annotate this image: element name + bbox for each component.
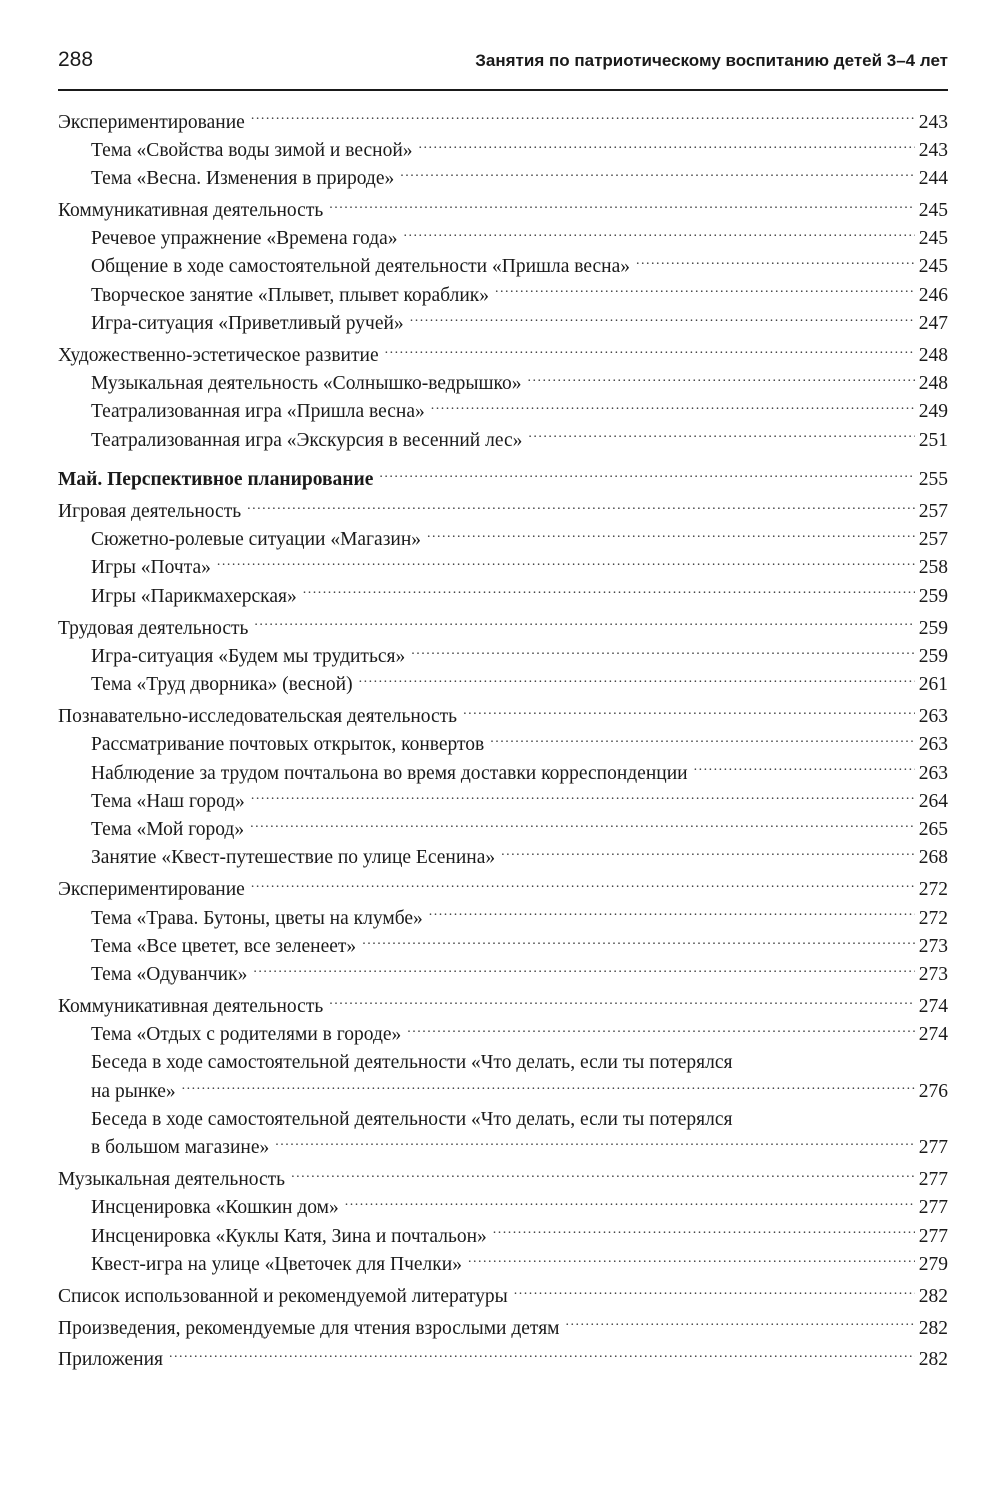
toc-page-number: 276 bbox=[918, 1080, 948, 1102]
toc-page-number: 273 bbox=[918, 964, 948, 986]
dot-leader bbox=[251, 876, 915, 896]
toc-entry[interactable] bbox=[58, 1251, 948, 1279]
toc-entry[interactable] bbox=[58, 196, 948, 224]
dot-leader bbox=[254, 614, 914, 634]
dot-leader bbox=[694, 759, 915, 779]
toc-entry-title: Квест-игра на улице «Цветочек для Пчелки» bbox=[91, 1254, 462, 1276]
toc-entry[interactable] bbox=[58, 992, 948, 1020]
toc-page-number: 279 bbox=[918, 1254, 948, 1276]
toc-entry[interactable] bbox=[58, 310, 948, 338]
toc-entry[interactable] bbox=[91, 1134, 948, 1162]
toc-entry[interactable] bbox=[58, 554, 948, 582]
toc-entry-title: Речевое упражнение «Времена года» bbox=[91, 228, 398, 250]
toc-page-number: 272 bbox=[918, 907, 948, 929]
toc-entry-title-line1: Беседа в ходе самостоятельной деятельности «Что делать, если ты потерялся bbox=[91, 1052, 733, 1073]
toc-entry-title: Познавательно-исследовательская деятельность bbox=[58, 705, 458, 727]
toc-entry-title: Май. Перспективное планирование bbox=[58, 469, 374, 491]
toc-entry-title: Экспериментирование bbox=[58, 111, 245, 133]
toc-entry[interactable] bbox=[58, 108, 948, 136]
dot-leader bbox=[527, 370, 914, 390]
toc-entry-title-line1: Беседа в ходе самостоятельной деятельности «Что делать, если ты потерялся bbox=[91, 1108, 733, 1130]
dot-leader bbox=[490, 731, 914, 751]
toc-entry[interactable] bbox=[58, 671, 948, 699]
dot-leader bbox=[410, 310, 915, 330]
toc-page-number: 257 bbox=[918, 529, 948, 551]
toc-entry-title: Инсценировка «Кошкин дом» bbox=[91, 1197, 339, 1219]
dot-leader bbox=[329, 992, 915, 1012]
toc-entry-title: Тема «Весна. Изменения в природе» bbox=[91, 168, 395, 190]
toc-entry-title: Творческое занятие «Плывет, плывет кораблик» bbox=[91, 284, 489, 306]
toc-entry-title: Тема «Одуванчик» bbox=[91, 964, 248, 986]
dot-leader bbox=[419, 136, 915, 156]
toc-entry[interactable] bbox=[58, 426, 948, 454]
dot-leader bbox=[253, 961, 914, 981]
toc-entry-title: Тема «Отдых с родителями в городе» bbox=[91, 1024, 402, 1046]
dot-leader bbox=[411, 642, 915, 662]
dot-leader bbox=[528, 426, 914, 446]
dot-leader bbox=[379, 466, 914, 486]
toc-page-number: 263 bbox=[918, 705, 948, 727]
toc-page-number: 277 bbox=[918, 1197, 948, 1219]
toc-entry-title: Экспериментирование bbox=[58, 879, 245, 901]
toc-entry[interactable] bbox=[58, 876, 948, 904]
toc-page-number: 274 bbox=[918, 1024, 948, 1046]
toc-entry-title: Тема «Труд дворника» (весной) bbox=[91, 674, 353, 696]
dot-leader bbox=[501, 844, 915, 864]
header-rule bbox=[58, 89, 948, 91]
dot-leader bbox=[400, 165, 915, 185]
running-header bbox=[58, 48, 948, 72]
toc-entry-title: Рассматривание почтовых открыток, конвертов bbox=[91, 734, 485, 756]
toc-entry-title: Театрализованная игра «Экскурсия в весенний лес» bbox=[91, 429, 523, 451]
toc-page-number: 247 bbox=[918, 313, 948, 335]
toc-page-number: 277 bbox=[918, 1169, 948, 1191]
toc-entry-title: Художественно-эстетическое развитие bbox=[58, 344, 379, 366]
toc-entry-title: Произведения, рекомендуемые для чтения взрослыми детям bbox=[58, 1317, 560, 1339]
toc-entry-title: Игра-ситуация «Приветливый ручей» bbox=[91, 313, 404, 335]
toc-page-number: 263 bbox=[918, 734, 948, 756]
dot-leader bbox=[407, 1021, 914, 1041]
toc-entry-title: на рынке» bbox=[91, 1080, 176, 1102]
toc-entry-title: Список использованной и рекомендуемой литературы bbox=[58, 1285, 508, 1307]
toc-entry[interactable] bbox=[58, 614, 948, 642]
toc-page-number: 249 bbox=[918, 401, 948, 423]
toc-entry[interactable] bbox=[58, 225, 948, 253]
toc-page-number: 248 bbox=[918, 373, 948, 395]
toc-entry[interactable] bbox=[58, 702, 948, 730]
toc-entry-title: Трудовая деятельность bbox=[58, 617, 249, 639]
dot-leader bbox=[362, 932, 915, 952]
toc-entry[interactable] bbox=[58, 370, 948, 398]
dot-leader bbox=[182, 1077, 915, 1097]
running-title: Занятия по патриотическому воспитанию детей 3–4 лет bbox=[475, 51, 948, 70]
toc-page-number: 273 bbox=[918, 935, 948, 957]
toc-page-number: 259 bbox=[918, 617, 948, 639]
toc-entry[interactable] bbox=[91, 1077, 948, 1105]
toc-entry-title: Тема «Наш город» bbox=[91, 790, 245, 812]
toc-entry-title: Общение в ходе самостоятельной деятельности «Пришла весна» bbox=[91, 256, 631, 278]
toc-entry-multiline[interactable] bbox=[58, 1049, 948, 1106]
toc-entry-title: Наблюдение за трудом почтальона во время доставки корреспонденции bbox=[91, 762, 688, 784]
toc-page-number: 246 bbox=[918, 284, 948, 306]
toc-entry[interactable] bbox=[58, 816, 948, 844]
toc-page-number: 248 bbox=[918, 344, 948, 366]
toc-entry-multiline[interactable] bbox=[58, 1106, 948, 1163]
toc-page-number: 282 bbox=[918, 1317, 948, 1339]
toc-entry[interactable] bbox=[58, 136, 948, 164]
toc-entry-title: Тема «Мой город» bbox=[91, 819, 245, 841]
dot-leader bbox=[468, 1251, 915, 1271]
toc-entry-title: Приложения bbox=[58, 1349, 163, 1371]
dot-leader bbox=[251, 108, 915, 128]
dot-leader bbox=[345, 1194, 915, 1214]
dot-leader bbox=[329, 196, 915, 216]
toc-entry[interactable] bbox=[58, 165, 948, 193]
toc-page-number: 268 bbox=[918, 847, 948, 869]
toc-entry[interactable] bbox=[58, 526, 948, 554]
dot-leader bbox=[566, 1314, 915, 1334]
table-of-contents bbox=[58, 108, 948, 1374]
dot-leader bbox=[429, 904, 915, 924]
toc-entry[interactable] bbox=[58, 932, 948, 960]
toc-entry[interactable] bbox=[58, 787, 948, 815]
toc-entry-title: Сюжетно-ролевые ситуации «Магазин» bbox=[91, 529, 422, 551]
toc-entry-title: Занятие «Квест-путешествие по улице Есенина» bbox=[91, 847, 496, 869]
toc-page-number: 259 bbox=[918, 645, 948, 667]
toc-page-number: 257 bbox=[918, 500, 948, 522]
toc-page-number: 274 bbox=[918, 995, 948, 1017]
toc-entry[interactable] bbox=[58, 844, 948, 872]
toc-entry[interactable] bbox=[58, 582, 948, 610]
toc-entry[interactable] bbox=[58, 1021, 948, 1049]
toc-entry[interactable] bbox=[58, 1314, 948, 1342]
toc-entry-title: Тема «Свойства воды зимой и весной» bbox=[91, 139, 413, 161]
toc-page-number: 277 bbox=[918, 1225, 948, 1247]
toc-entry-title: Коммуникативная деятельность bbox=[58, 995, 324, 1017]
toc-page-number: 251 bbox=[918, 429, 948, 451]
toc-entry-title: Тема «Трава. Бутоны, цветы на клумбе» bbox=[91, 907, 423, 929]
toc-entry-title: Игровая деятельность bbox=[58, 500, 242, 522]
toc-entry-title: Игры «Парикмахерская» bbox=[91, 585, 297, 607]
dot-leader bbox=[385, 341, 915, 361]
dot-leader bbox=[636, 253, 915, 273]
toc-entry[interactable] bbox=[58, 731, 948, 759]
toc-entry-title: Музыкальная деятельность bbox=[58, 1169, 286, 1191]
toc-page-number: 244 bbox=[918, 168, 948, 190]
dot-leader bbox=[275, 1134, 915, 1154]
toc-entry[interactable] bbox=[58, 253, 948, 281]
dot-leader bbox=[250, 816, 915, 836]
toc-entry-title: Музыкальная деятельность «Солнышко-ведрышко» bbox=[91, 373, 522, 395]
dot-leader bbox=[217, 554, 915, 574]
toc-page-number: 277 bbox=[918, 1137, 948, 1159]
dot-leader bbox=[303, 582, 915, 602]
dot-leader bbox=[251, 787, 915, 807]
toc-entry[interactable] bbox=[58, 1282, 948, 1310]
dot-leader bbox=[247, 497, 915, 517]
toc-entry-title: Тема «Все цветет, все зеленеет» bbox=[91, 935, 357, 957]
toc-page-number: 272 bbox=[918, 879, 948, 901]
toc-entry-title: Игры «Почта» bbox=[91, 557, 211, 579]
page-number: 288 bbox=[58, 48, 94, 71]
toc-page-number: 263 bbox=[918, 762, 948, 784]
dot-leader bbox=[514, 1282, 915, 1302]
toc-entry-title: Коммуникативная деятельность bbox=[58, 199, 324, 221]
toc-page-number: 265 bbox=[918, 819, 948, 841]
dot-leader bbox=[463, 702, 915, 722]
toc-entry[interactable] bbox=[58, 466, 948, 494]
toc-entry[interactable] bbox=[58, 281, 948, 309]
toc-page-number: 245 bbox=[918, 228, 948, 250]
toc-page-number: 245 bbox=[918, 256, 948, 278]
toc-entry[interactable] bbox=[58, 398, 948, 426]
toc-page-number: 243 bbox=[918, 139, 948, 161]
dot-leader bbox=[291, 1166, 915, 1186]
toc-entry-title: Инсценировка «Куклы Катя, Зина и почтальон» bbox=[91, 1225, 487, 1247]
toc-entry[interactable] bbox=[58, 904, 948, 932]
toc-page-number: 282 bbox=[918, 1349, 948, 1371]
toc-page-number: 259 bbox=[918, 585, 948, 607]
toc-entry[interactable] bbox=[58, 759, 948, 787]
dot-leader bbox=[404, 225, 915, 245]
toc-page-number: 245 bbox=[918, 199, 948, 221]
toc-entry[interactable] bbox=[58, 1222, 948, 1250]
toc-entry[interactable] bbox=[58, 497, 948, 525]
toc-page-number: 243 bbox=[918, 111, 948, 133]
toc-page-number: 282 bbox=[918, 1285, 948, 1307]
dot-leader bbox=[169, 1346, 915, 1366]
toc-entry-title: в большом магазине» bbox=[91, 1137, 270, 1159]
toc-page-number: 264 bbox=[918, 790, 948, 812]
toc-entry[interactable] bbox=[58, 961, 948, 989]
dot-leader bbox=[495, 281, 915, 301]
dot-leader bbox=[359, 671, 915, 691]
toc-entry[interactable] bbox=[58, 1346, 948, 1374]
toc-entry[interactable] bbox=[58, 1166, 948, 1194]
toc-entry[interactable] bbox=[58, 341, 948, 369]
dot-leader bbox=[493, 1222, 915, 1242]
toc-page-number: 255 bbox=[918, 469, 948, 491]
toc-entry-title: Театрализованная игра «Пришла весна» bbox=[91, 401, 425, 423]
toc-page-number: 261 bbox=[918, 674, 948, 696]
toc-page-number: 258 bbox=[918, 557, 948, 579]
dot-leader bbox=[431, 398, 915, 418]
toc-entry[interactable] bbox=[58, 1194, 948, 1222]
dot-leader bbox=[427, 526, 915, 546]
toc-entry-title: Игра-ситуация «Будем мы трудиться» bbox=[91, 645, 406, 667]
toc-entry[interactable] bbox=[58, 642, 948, 670]
